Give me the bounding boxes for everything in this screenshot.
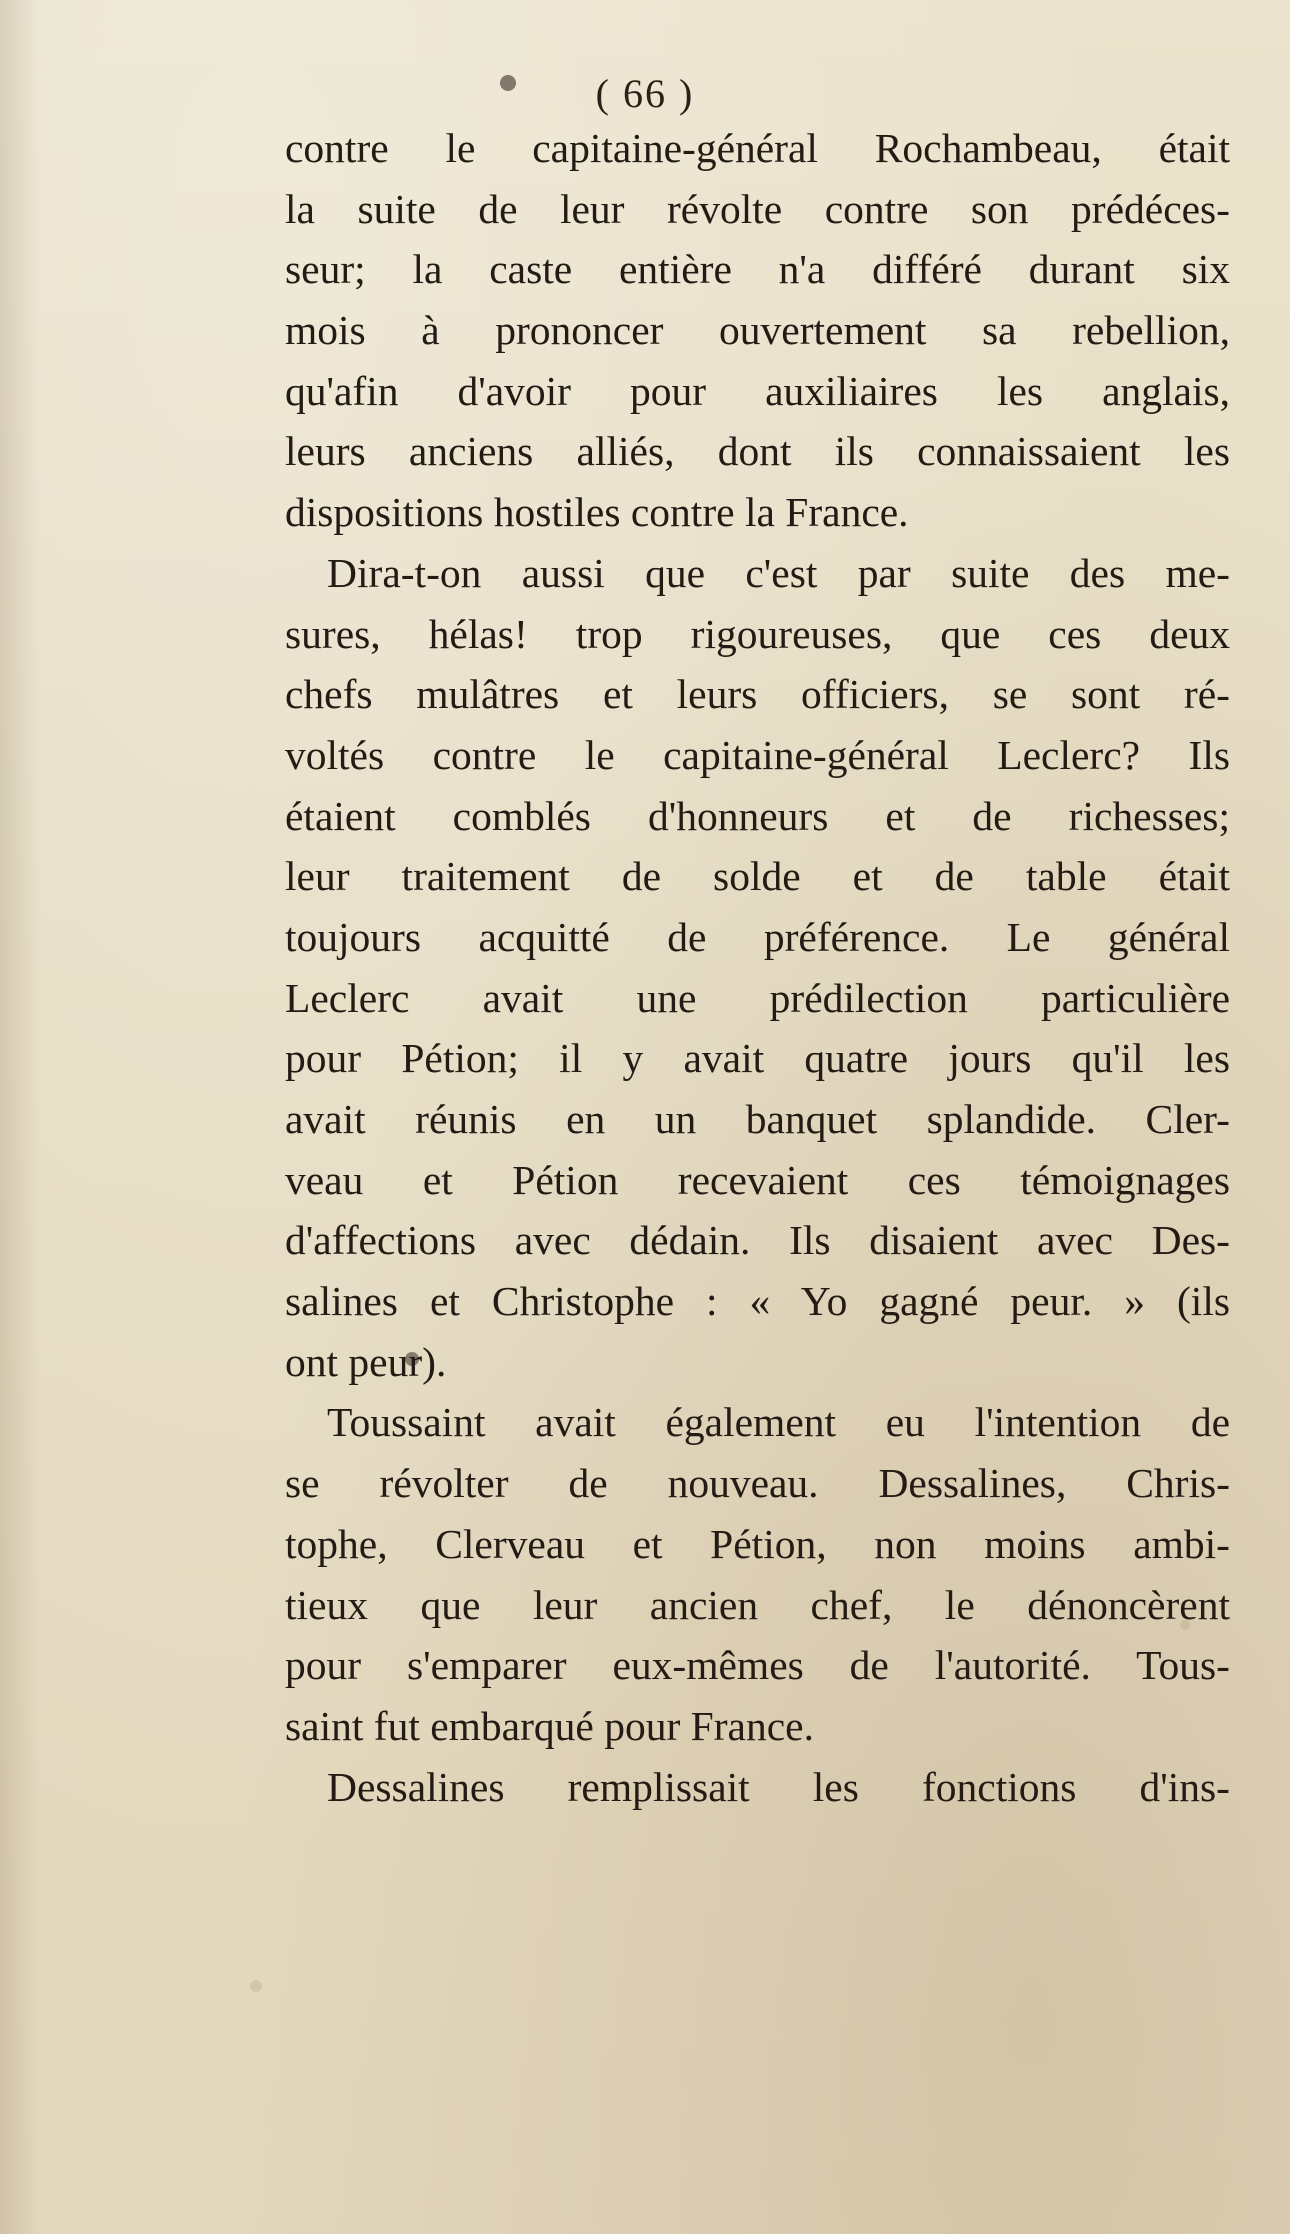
text-line: pour s'emparer eux-mêmes de l'autorité. Tous- [285, 1642, 1230, 1689]
text-line: voltés contre le capitaine-général Leclerc? Ils [285, 731, 1230, 778]
text-line: sures, hélas! trop rigoureuses, que ces deux [285, 610, 1230, 657]
text-line: toujours acquitté de préférence. Le général [285, 913, 1230, 960]
text-line: Dessalines remplissait les fonctions d'ins- [327, 1763, 1230, 1810]
text-line: seur; la caste entière n'a différé durant six [285, 246, 1230, 293]
text-line: étaient comblés d'honneurs et de richesses; [285, 792, 1230, 839]
text-line: ont peur). [285, 1338, 447, 1385]
page-number: ( 66 ) [595, 71, 695, 116]
text-line: leurs anciens alliés, dont ils connaissaient les [285, 428, 1230, 475]
text-line: Toussaint avait également eu l'intention de [327, 1399, 1230, 1446]
text-line: dispositions hostiles contre la France. [285, 489, 909, 536]
text-line: pour Pétion; il y avait quatre jours qu'il les [285, 1035, 1230, 1082]
text-line: chefs mulâtres et leurs officiers, se sont ré- [285, 671, 1230, 718]
text-line: la suite de leur révolte contre son prédéces- [285, 185, 1230, 232]
text-line: se révolter de nouveau. Dessalines, Chris- [285, 1460, 1230, 1507]
text-line: mois à prononcer ouvertement sa rebellion, [285, 307, 1230, 354]
body-text [285, 118, 1230, 1817]
text-line: Leclerc avait une prédilection particulière [285, 974, 1230, 1021]
text-line: contre le capitaine-général Rochambeau, était [285, 125, 1230, 171]
text-line: Dira-t-on aussi que c'est par suite des me- [327, 549, 1230, 596]
text-line: tieux que leur ancien chef, le dénoncèrent [285, 1581, 1230, 1628]
text-line: salines et Christophe : « Yo gagné peur. » (ils [285, 1278, 1230, 1325]
paper-stain [250, 1980, 262, 1992]
text-line: saint fut embarqué pour France. [285, 1702, 814, 1749]
text-line: tophe, Clerveau et Pétion, non moins ambi- [285, 1520, 1230, 1567]
text-line: qu'afin d'avoir pour auxiliaires les anglais, [285, 367, 1230, 414]
text-line: leur traitement de solde et de table était [285, 853, 1230, 900]
text-line: veau et Pétion recevaient ces témoignages [285, 1156, 1230, 1203]
text-line: avait réunis en un banquet splandide. Cler- [285, 1096, 1230, 1142]
text-line: d'affections avec dédain. Ils disaient avec Des- [285, 1217, 1230, 1264]
